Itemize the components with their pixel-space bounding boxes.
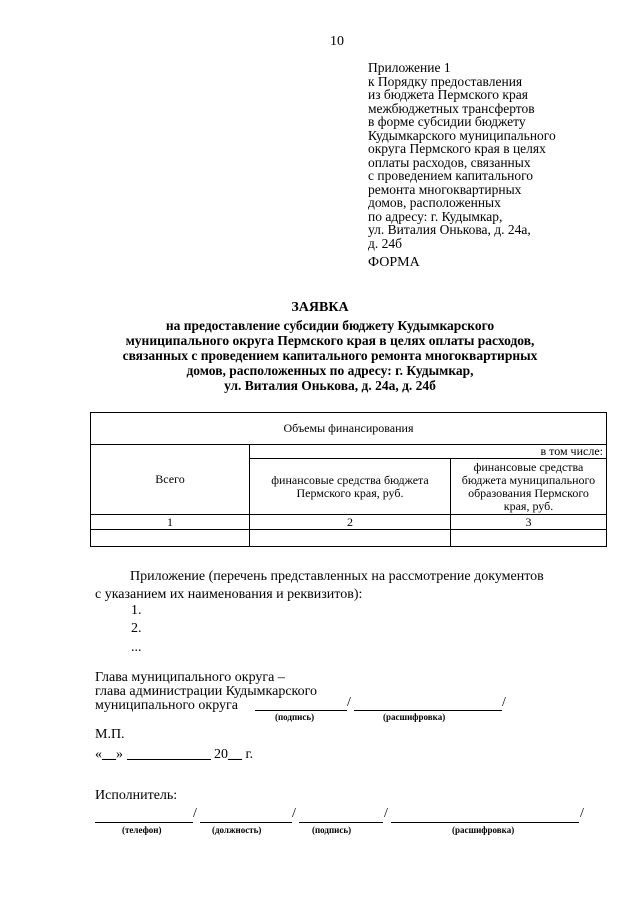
position-line[interactable] xyxy=(200,822,292,823)
attachment-line: с указанием их наименования и реквизитов): xyxy=(95,587,363,602)
table-col-number: 3 xyxy=(451,515,607,530)
separator-slash: / xyxy=(193,806,197,821)
seal-label: М.П. xyxy=(95,727,125,742)
appendix-line: к Порядку предоставления xyxy=(368,73,523,89)
table-cell-empty[interactable] xyxy=(451,530,607,547)
table-col-total: Всего xyxy=(91,445,250,515)
appendix-line: в форме субсидии бюджету xyxy=(368,114,526,129)
head-signatory-block xyxy=(95,671,317,713)
appendix-line: из бюджета Пермского края xyxy=(368,87,528,102)
subtitle-line: на предоставление субсидии бюджету Кудымкарского xyxy=(165,318,495,333)
table-cell-empty[interactable] xyxy=(91,530,250,547)
attachment-line: Приложение (перечень представленных на рассмотрение документов xyxy=(130,569,544,584)
table-col-municipal: финансовые средства бюджета муниципального образования Пермского края, руб. xyxy=(451,459,607,515)
table-col-number: 2 xyxy=(250,515,451,530)
document-title: ЗАЯВКА xyxy=(291,300,349,315)
date-year-blank[interactable]: __ xyxy=(228,747,242,762)
separator-slash: / xyxy=(580,806,584,821)
table-header-financing: Объемы финансирования xyxy=(91,413,607,445)
subtitle-line: домов, расположенных по адресу: г. Кудымкар, xyxy=(186,363,474,378)
financing-table xyxy=(90,412,607,547)
head-line: глава администрации Кудымкарского xyxy=(95,684,318,699)
decode-caption: (расшифровка) xyxy=(383,712,446,722)
separator-slash: / xyxy=(292,806,296,821)
appendix-line: ремонта многоквартирных xyxy=(368,181,522,197)
subtitle-line: ул. Виталия Онькова, д. 24а, д. 24б xyxy=(224,378,436,393)
decode-caption: (расшифровка) xyxy=(452,825,515,835)
date-year-prefix: 20 xyxy=(214,747,228,762)
decode-line[interactable] xyxy=(391,822,579,823)
subtitle-line: муниципального округа Пермского края в целях оплаты расходов, xyxy=(125,333,535,348)
list-item: ... xyxy=(131,640,142,655)
signature-line[interactable] xyxy=(299,822,383,823)
list-item: 2. xyxy=(131,621,142,636)
appendix-line: домов, расположенных xyxy=(368,195,501,210)
decode-line[interactable] xyxy=(354,710,502,711)
date-open-quote: « xyxy=(95,747,102,762)
table-including: в том числе: xyxy=(250,445,607,459)
table-cell-empty[interactable] xyxy=(250,530,451,547)
signature-line[interactable] xyxy=(255,710,347,711)
appendix-block xyxy=(368,61,618,250)
date-close-quote: » xyxy=(116,747,123,762)
date-line xyxy=(95,747,253,763)
appendix-line: по адресу: г. Кудымкар, xyxy=(368,208,503,224)
subtitle-line: связанных с проведением капитального ремонта многоквартирных xyxy=(122,348,538,363)
date-month-line[interactable] xyxy=(127,759,211,760)
head-line: муниципального округа xyxy=(95,698,238,713)
table-col-region: финансовые средства бюджета Пермского края, руб. xyxy=(250,459,451,515)
phone-caption: (телефон) xyxy=(122,825,162,835)
separator-slash: / xyxy=(502,695,506,710)
date-suffix: г. xyxy=(245,747,254,762)
appendix-line: межбюджетных трансфертов xyxy=(368,100,535,116)
appendix-line: округа Пермского края в целях xyxy=(368,141,546,156)
phone-line[interactable] xyxy=(95,822,193,823)
executor-label: Исполнитель: xyxy=(95,788,178,803)
signature-caption: (подпись) xyxy=(275,712,315,722)
position-caption: (должность) xyxy=(212,825,262,835)
appendix-line: д. 24б xyxy=(368,235,402,251)
appendix-line: оплаты расходов, связанных xyxy=(368,154,531,170)
separator-slash: / xyxy=(347,695,351,710)
form-label: ФОРМА xyxy=(368,255,420,270)
head-line: Глава муниципального округа – xyxy=(95,670,285,685)
appendix-line: Кудымкарского муниципального xyxy=(368,127,556,143)
appendix-line: с проведением капитального xyxy=(368,168,534,183)
table-col-number: 1 xyxy=(91,515,250,530)
date-day-blank[interactable]: __ xyxy=(102,747,116,762)
document-subtitle xyxy=(60,318,600,393)
appendix-line: Приложение 1 xyxy=(368,60,451,75)
separator-slash: / xyxy=(384,806,388,821)
page-number: 10 xyxy=(330,34,344,49)
list-item: 1. xyxy=(131,603,142,618)
appendix-line: ул. Виталия Онькова, д. 24а, xyxy=(368,222,531,237)
signature-caption: (подпись) xyxy=(312,825,352,835)
